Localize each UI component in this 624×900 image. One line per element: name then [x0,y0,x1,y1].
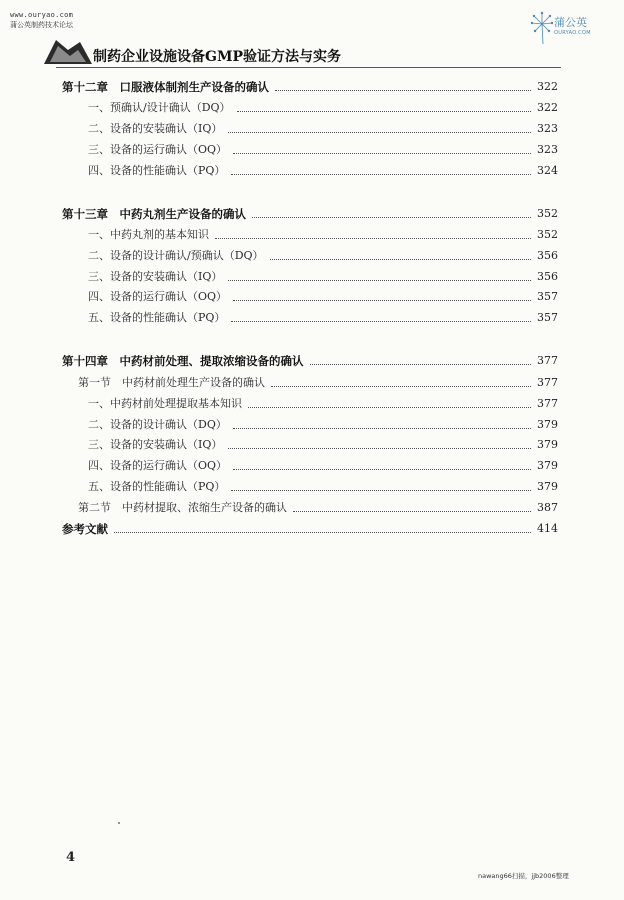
toc-leader-dots [275,90,531,91]
toc-entry [0,99,624,117]
toc-leader-dots [231,490,531,491]
toc-page-number: 379 [537,438,558,451]
toc-entry [0,457,624,475]
toc-page-number: 377 [537,397,558,410]
toc-page-number: 352 [537,228,558,241]
toc-page-number: 323 [537,122,558,135]
site-url: www.ouryao.com [10,11,74,19]
toc-leader-dots [252,217,531,218]
toc-entry [0,416,624,434]
toc-leader-dots [271,386,531,387]
toc-item-title: 三、设备的安装确认（IQ） [88,438,223,451]
toc-leader-dots [231,321,531,322]
toc-entry [0,162,624,180]
toc-leader-dots [248,407,531,408]
toc-entry [0,288,624,306]
toc-page-number: 356 [537,270,558,283]
toc-page-number: 356 [537,249,558,262]
toc-leader-dots [233,428,531,429]
toc-item-title: 二、设备的设计确认/预确认（DQ） [88,249,264,262]
toc-page-number: 323 [537,143,558,156]
toc-page-number: 357 [537,290,558,303]
toc-section-title: 第二节 中药材提取、浓缩生产设备的确认 [78,501,287,514]
toc-chapter-title: 第十三章 中药丸剂生产设备的确认 [62,207,246,221]
toc-entry [0,120,624,138]
toc-page-number: 357 [537,311,558,324]
toc-entry [0,226,624,244]
toc-page-number: 324 [537,164,558,177]
toc-page-number: 377 [537,354,558,367]
toc-entry [0,520,624,538]
toc-entry [0,478,624,496]
toc-leader-dots [114,532,531,533]
toc-leader-dots [228,448,531,449]
site-name: 蒲公英制药技术论坛 [10,21,73,29]
toc-item-title: 三、设备的运行确认（OQ） [88,143,228,156]
toc-item-title: 五、设备的性能确认（PQ） [88,311,226,324]
toc-leader-dots [270,259,531,260]
toc-chapter-title: 参考文献 [62,522,108,536]
page-number: 4 [66,850,76,865]
toc-leader-dots [233,153,531,154]
toc-leader-dots [233,300,531,301]
toc-leader-dots [233,469,531,470]
toc-entry [0,268,624,286]
toc-entry [0,141,624,159]
toc-entry [0,499,624,517]
toc-leader-dots [228,132,531,133]
toc-item-title: 二、设备的安装确认（IQ） [88,122,223,135]
dandelion-logo [530,10,600,48]
toc-entry [0,374,624,392]
toc-item-title: 四、设备的运行确认（OQ） [88,290,228,303]
dandelion-icon [530,10,554,46]
toc-leader-dots [293,511,531,512]
scan-credit: nawang66扫描，jjb2006整理 [478,872,569,880]
toc-page-number: 322 [537,80,558,93]
toc-item-title: 一、中药材前处理提取基本知识 [88,397,242,410]
header-rule [56,67,561,68]
toc-page-number: 387 [537,501,558,514]
toc-entry [0,436,624,454]
toc-item-title: 二、设备的设计确认（DQ） [88,418,227,431]
toc-page-number: 379 [537,418,558,431]
toc-entry [0,309,624,327]
toc-page-number: 414 [537,522,558,535]
toc-chapter-title: 第十四章 中药材前处理、提取浓缩设备的确认 [62,354,304,368]
scan-speck [118,822,120,824]
toc-entry [0,78,624,96]
toc-entry [0,352,624,370]
toc-leader-dots [215,238,531,239]
toc-page-number: 377 [537,376,558,389]
toc-page-number: 379 [537,459,558,472]
title-mark-icon [44,40,92,70]
logo-text: 蒲公英 [554,16,587,29]
toc-item-title: 四、设备的运行确认（OQ） [88,459,228,472]
toc-entry [0,395,624,413]
toc-leader-dots [310,364,531,365]
toc-item-title: 四、设备的性能确认（PQ） [88,164,226,177]
toc-section-title: 第一节 中药材前处理生产设备的确认 [78,376,265,389]
toc-leader-dots [237,111,531,112]
toc-page-number: 352 [537,207,558,220]
toc-leader-dots [228,280,531,281]
toc-entry [0,205,624,223]
toc-page-number: 322 [537,101,558,114]
toc-chapter-title: 第十二章 口服液体制剂生产设备的确认 [62,80,269,94]
book-title: 制药企业设施设备GMP验证方法与实务 [93,49,341,65]
toc-item-title: 三、设备的安装确认（IQ） [88,270,223,283]
toc-item-title: 五、设备的性能确认（PQ） [88,480,226,493]
toc-page-number: 379 [537,480,558,493]
logo-subtext: OURYAO.COM [554,30,591,36]
toc-leader-dots [231,174,531,175]
toc-item-title: 一、中药丸剂的基本知识 [88,228,209,241]
toc-entry [0,247,624,265]
toc-item-title: 一、预确认/设计确认（DQ） [88,101,231,114]
